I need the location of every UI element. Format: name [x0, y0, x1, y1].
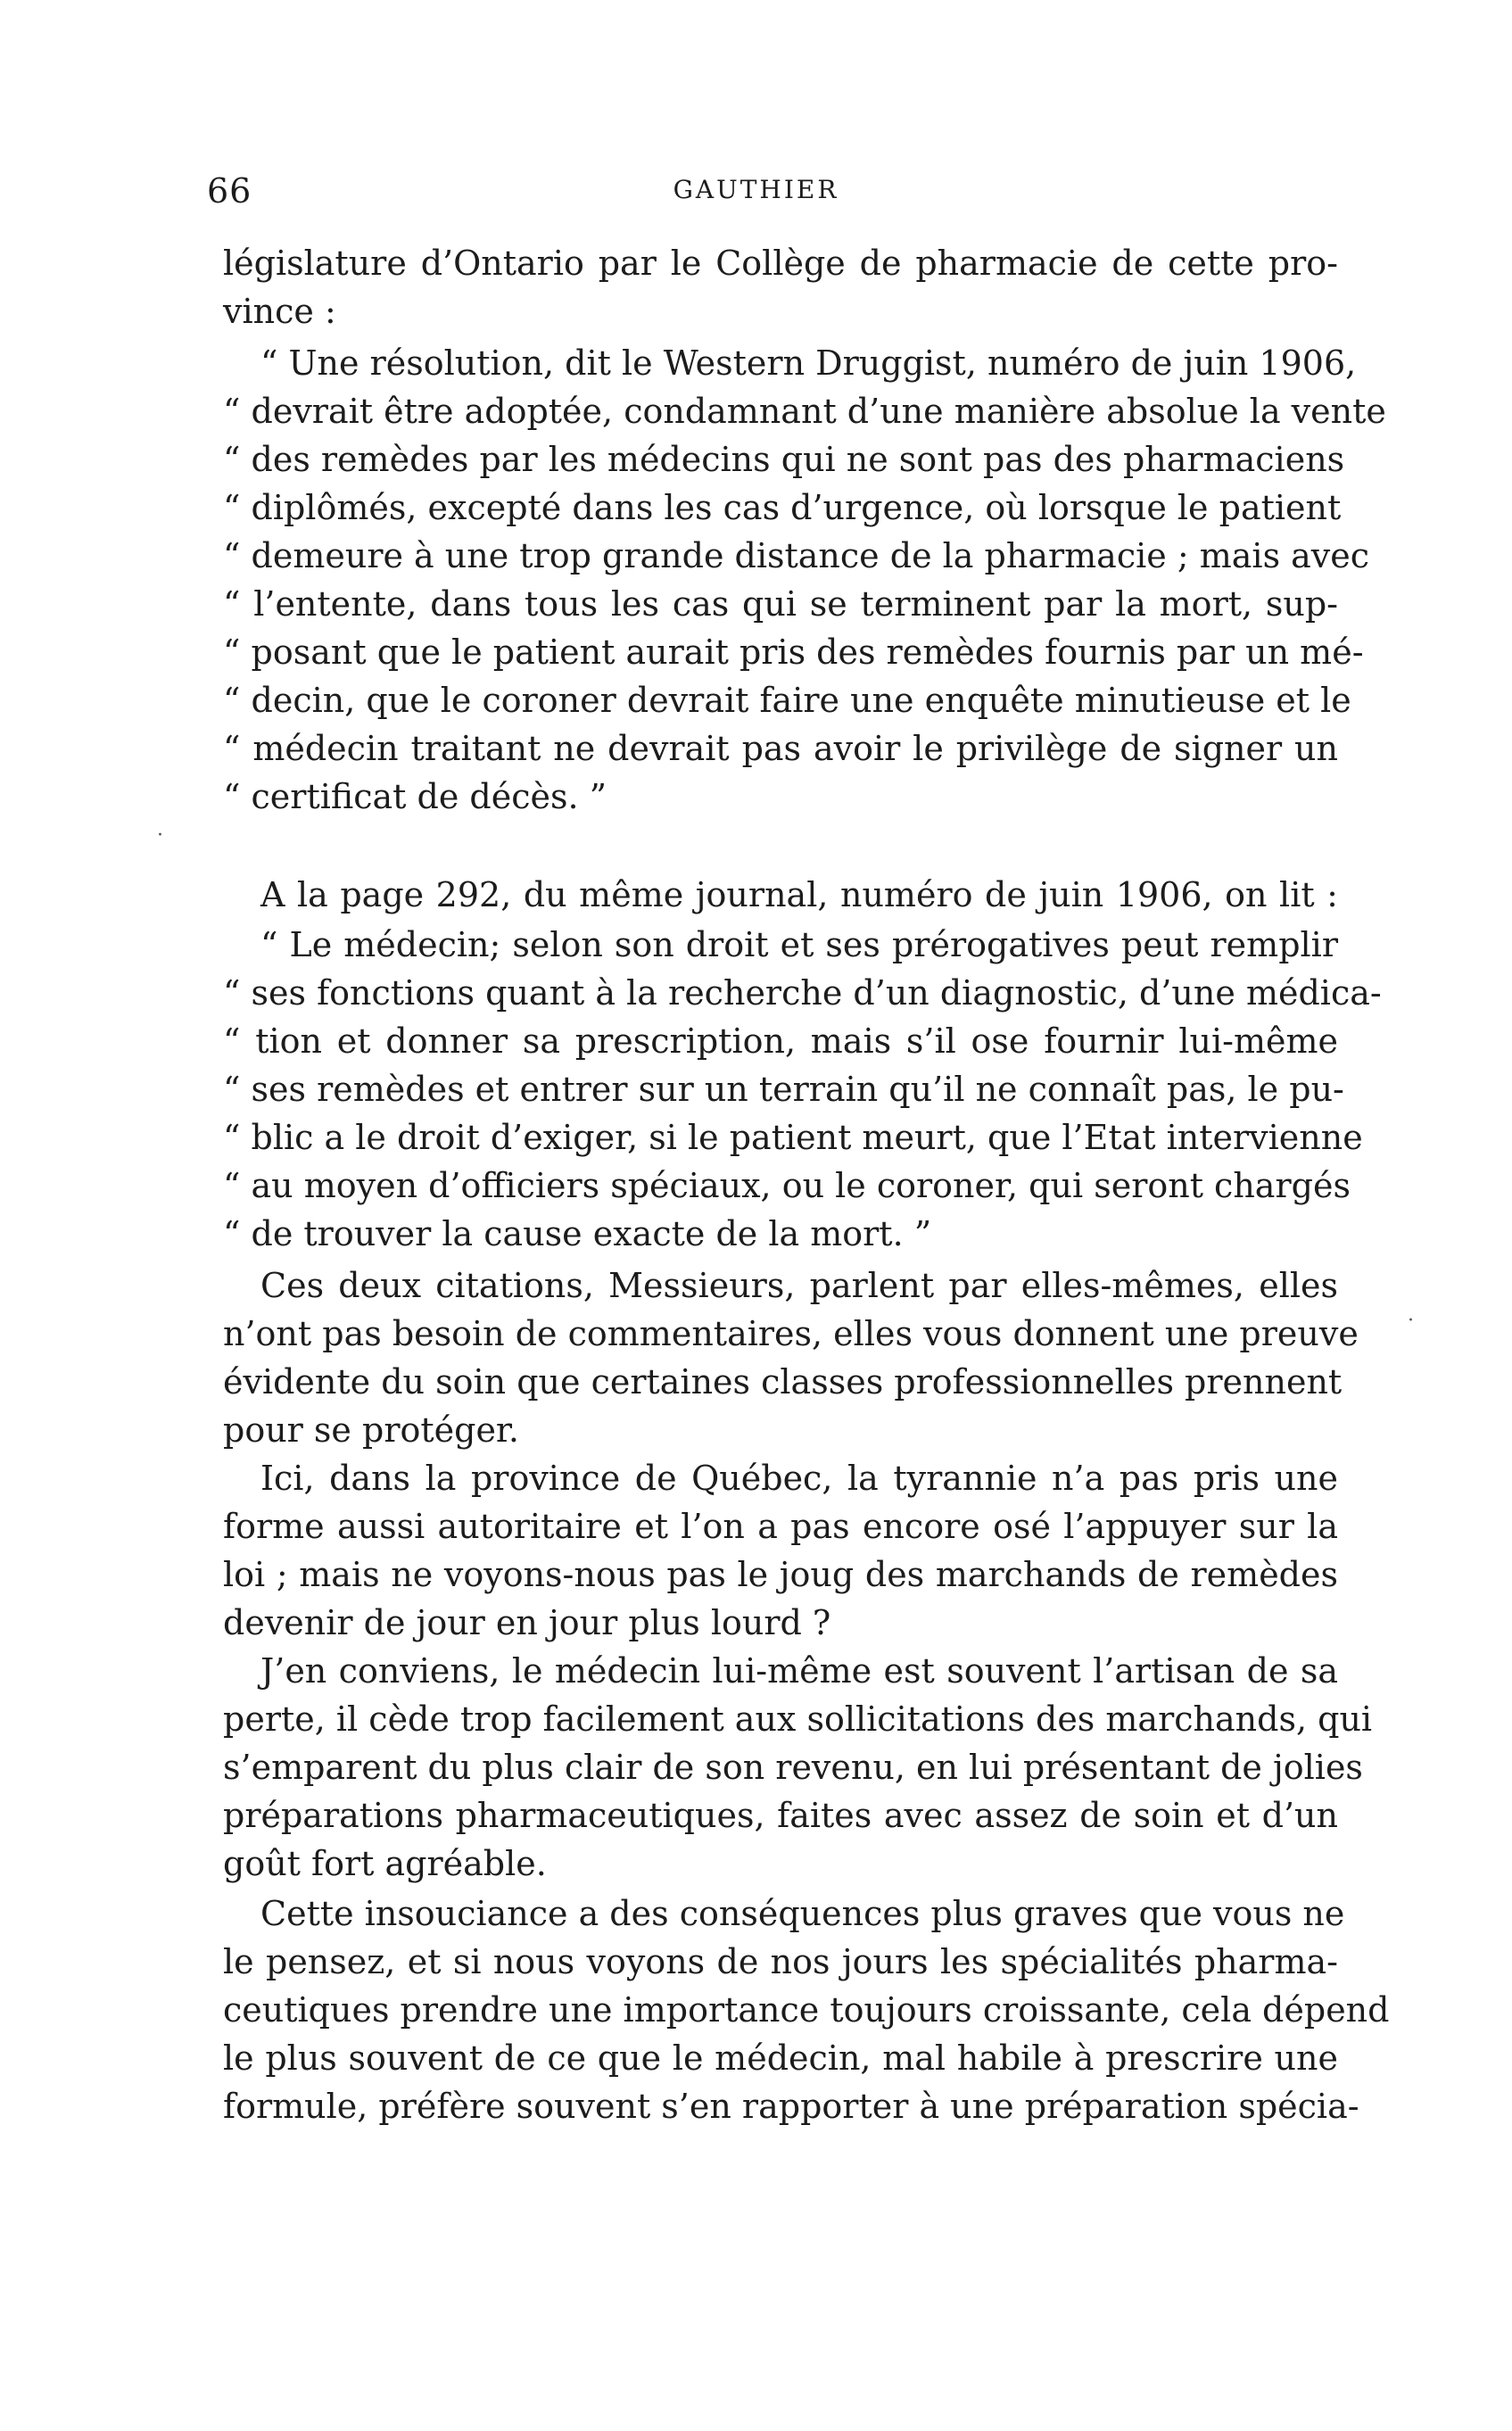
quote-line: “ blic a le droit d’exiger, si le patient meurt, que l’Etat intervienne	[223, 1118, 1363, 1157]
text-line: formule, préfère souvent s’en rapporter à une préparation spécia-	[223, 2087, 1359, 2126]
quote-line: “ diplômés, excepté dans les cas d’urgence, où lorsque le patient	[223, 488, 1342, 527]
quote-line: “ demeure à une trop grande distance de la pharmacie ; mais avec	[223, 536, 1370, 575]
text-line: A la page 292, du même journal, numéro de juin 1906, on lit :	[260, 875, 1338, 914]
quote-line: “ des remèdes par les médecins qui ne sont pas des pharmaciens	[223, 440, 1345, 479]
text-line: J’en conviens, le médecin lui-même est souvent l’artisan de sa	[260, 1651, 1338, 1691]
text-line: goût fort agréable.	[223, 1844, 547, 1883]
text-line: préparations pharmaceutiques, faites avec assez de soin et d’un	[223, 1796, 1338, 1835]
text-line: s’emparent du plus clair de son revenu, en lui présentant de jolies	[223, 1748, 1363, 1787]
quote-line: “ posant que le patient aurait pris des remèdes fournis par un mé-	[223, 633, 1364, 672]
text-line: évidente du soin que certaines classes professionnelles prennent	[223, 1362, 1343, 1402]
quote-line: “ de trouver la cause exacte de la mort. ”	[223, 1214, 932, 1253]
running-title: GAUTHIER	[673, 175, 839, 204]
text-line: législature d’Ontario par le Collège de pharmacie de cette pro-	[223, 244, 1338, 283]
text-line: loi ; mais ne voyons-nous pas le joug des marchands de remèdes	[223, 1555, 1338, 1594]
quote-line: “ médecin traitant ne devrait pas avoir le privilège de signer un	[223, 729, 1338, 768]
quote-line: “ devrait être adoptée, condamnant d’une manière absolue la vente	[223, 392, 1386, 431]
text-line: le plus souvent de ce que le médecin, mal habile à prescrire une	[223, 2038, 1338, 2078]
quote-line: “ ses remèdes et entrer sur un terrain qu’il ne connaît pas, le pu-	[223, 1070, 1344, 1109]
text-line: Ces deux citations, Messieurs, parlent par elles-mêmes, elles	[260, 1266, 1338, 1305]
scan-speck: ·	[1408, 1310, 1414, 1332]
text-line: vince :	[223, 292, 336, 331]
text-line: devenir de jour en jour plus lourd ?	[223, 1603, 831, 1642]
scan-speck: ·	[157, 824, 163, 847]
quote-line: “ ses fonctions quant à la recherche d’un diagnostic, d’une médica-	[223, 973, 1382, 1013]
quote-line: “ certificat de décès. ”	[223, 777, 607, 816]
quote-line: “ l’entente, dans tous les cas qui se terminent par la mort, sup-	[223, 584, 1338, 624]
quote-line: “ tion et donner sa prescription, mais s’il ose fournir lui-même	[223, 1021, 1338, 1061]
quote-line: “ Le médecin; selon son droit et ses prérogatives peut remplir	[260, 925, 1338, 964]
text-line: forme aussi autoritaire et l’on a pas encore osé l’appuyer sur la	[223, 1507, 1338, 1546]
text-line: le pensez, et si nous voyons de nos jours les spécialités pharma-	[223, 1942, 1338, 1981]
quote-line: “ au moyen d’officiers spéciaux, ou le coroner, qui seront chargés	[223, 1166, 1351, 1205]
text-line: ceutiques prendre une importance toujours croissante, cela dépend	[223, 1990, 1390, 2030]
page-number: 66	[207, 171, 252, 211]
text-line: Cette insouciance a des conséquences plus graves que vous ne	[260, 1894, 1345, 1933]
text-line: Ici, dans la province de Québec, la tyrannie n’a pas pris une	[260, 1459, 1338, 1498]
text-line: n’ont pas besoin de commentaires, elles vous donnent une preuve	[223, 1314, 1359, 1353]
quote-line: “ decin, que le coroner devrait faire une enquête minutieuse et le	[223, 681, 1351, 720]
text-line: pour se protéger.	[223, 1410, 519, 1450]
quote-line: “ Une résolution, dit le Western Druggist, numéro de juin 1906,	[260, 343, 1357, 383]
text-line: perte, il cède trop facilement aux sollicitations des marchands, qui	[223, 1699, 1373, 1739]
